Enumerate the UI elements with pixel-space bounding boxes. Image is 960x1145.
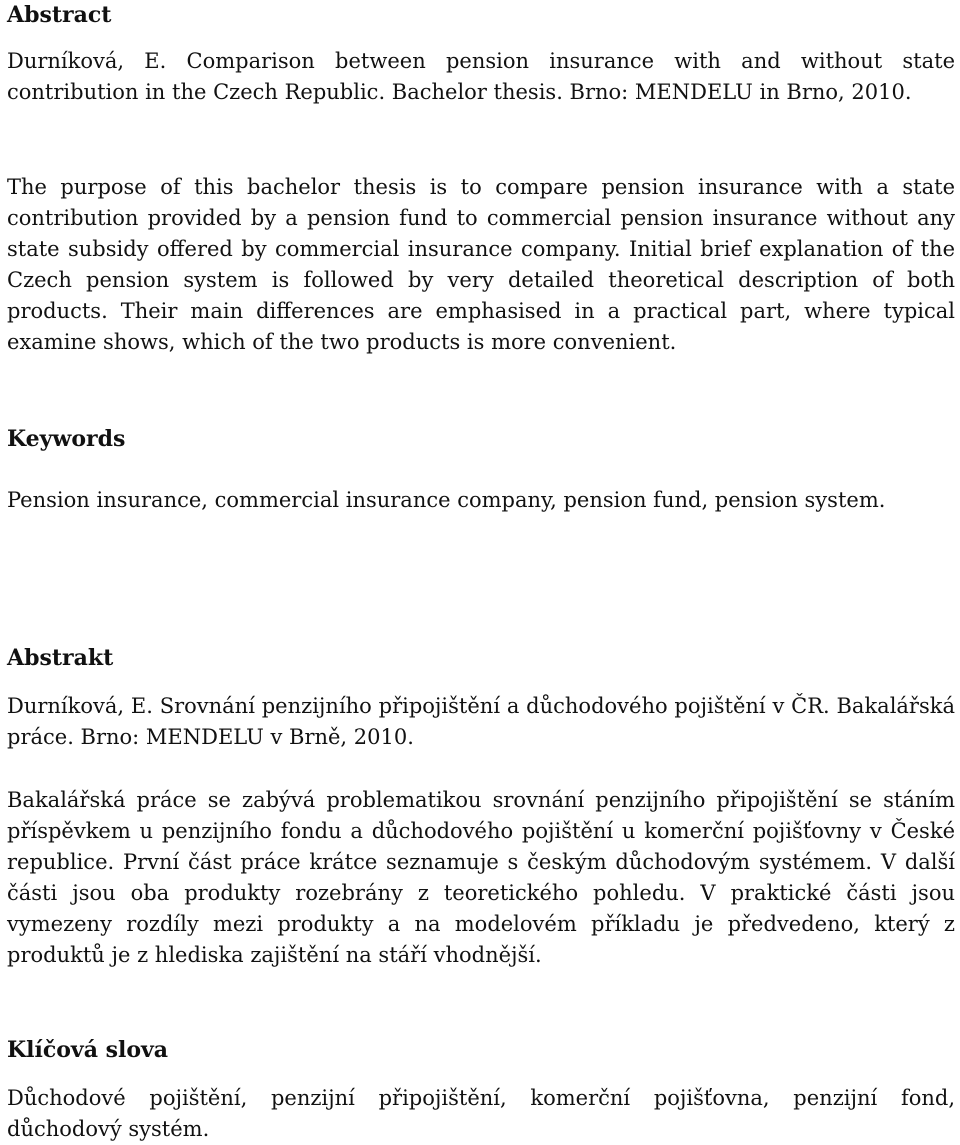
abstract-heading: Abstract <box>7 2 112 28</box>
abstrakt-body: Bakalářská práce se zabývá problematikou srovnání penzijního připojištění se stáním příspěvkem u penzijního fondu a důchodového pojištění u komerční pojišťovny v České republice. První část práce krátce seznamuje s českým důchodovým systémem. V další části jsou oba produkty rozebrány z teoretického pohledu. V praktické části jsou vymezeny rozdíly mezi produkty a na modelovém příkladu je předvedeno, který z produktů je z hlediska zajištění na stáří vhodnější. <box>7 788 955 967</box>
abstract-body: The purpose of this bachelor thesis is to compare pension insurance with a state contribution provided by a pension fund to commercial pension insurance without any state subsidy offered by commercial insurance company. Initial brief explanation of the Czech pension system is followed by very detailed theoretical description of both products. Their main differences are emphasised in a practical part, where typical examine shows, which of the two products is more convenient. <box>7 175 955 354</box>
klicova-slova-text: Důchodové pojištění, penzijní připojištění, komerční pojišťovna, penzijní fond, důchodový systém. <box>7 1086 955 1141</box>
klicova-slova-heading: Klíčová slova <box>7 1037 169 1063</box>
abstract-citation: Durníková, E. Comparison between pension insurance with and without state contribution in the Czech Republic. Bachelor thesis. Brno: MENDELU in Brno, 2010. <box>7 49 955 104</box>
keywords-text: Pension insurance, commercial insurance company, pension fund, pension system. <box>7 488 886 512</box>
abstrakt-citation: Durníková, E. Srovnání penzijního připojištění a důchodového pojištění v ČR. Bakalářská práce. Brno: MENDELU v Brně, 2010. <box>7 694 955 749</box>
abstrakt-heading: Abstrakt <box>7 645 114 671</box>
keywords-heading: Keywords <box>7 426 126 452</box>
